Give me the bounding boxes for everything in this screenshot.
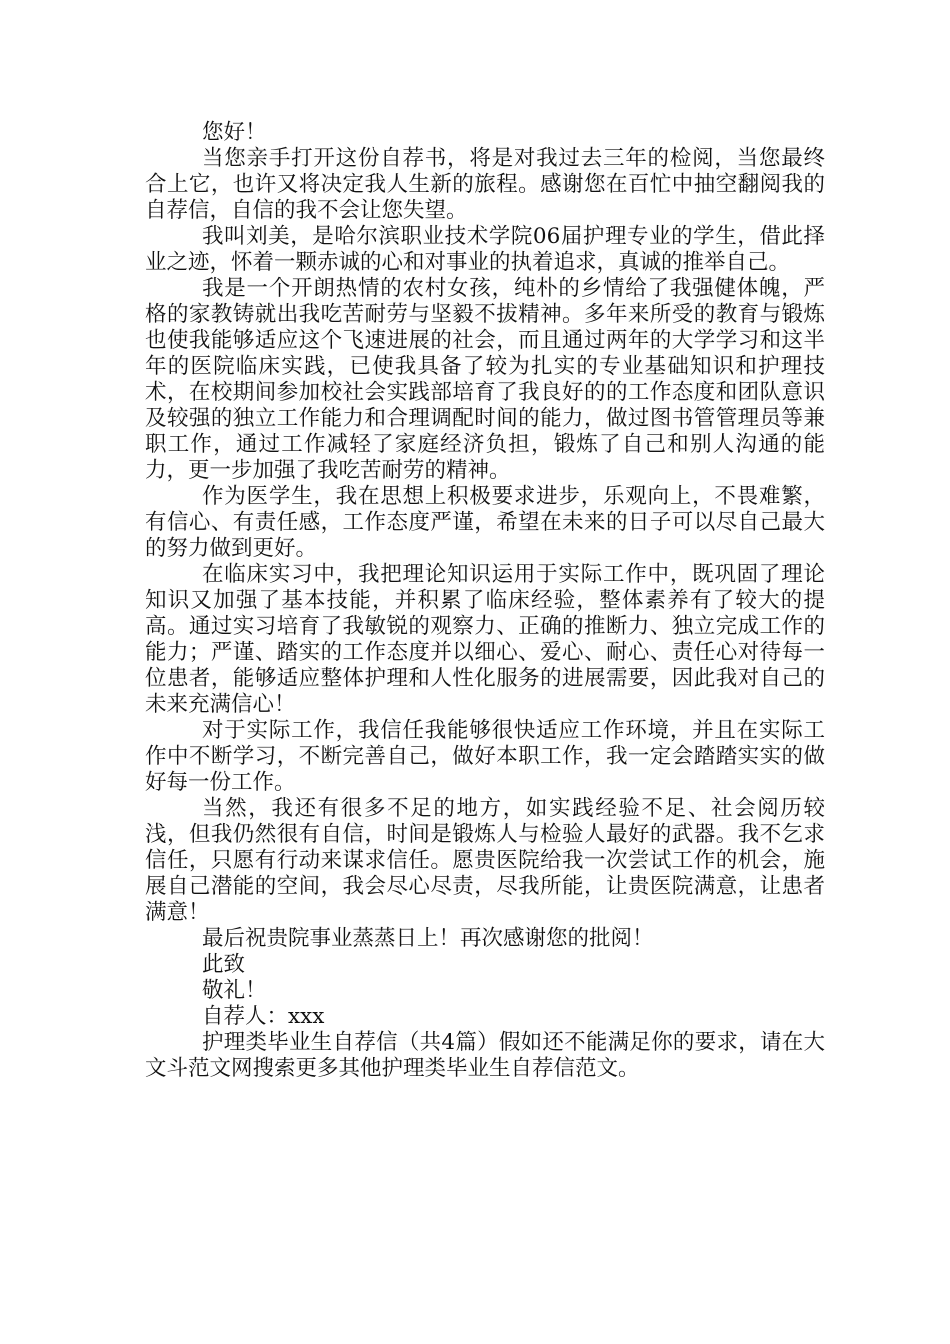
letter-body <box>145 120 825 1082</box>
greeting: 您好！ <box>202 120 267 145</box>
paragraph-internship: 在临床实习中，我把理论知识运用于实际工作中，既巩固了理论知识又加强了基本技能，并积累了临床经验，整体素养有了较大的提高。通过实习培育了我敏锐的观察力、正确的推断力、独立完成工作的能力；严谨、踏实的工作态度并以细心、爱心、耐心、责任心对待每一位患者，能够适应整体护理和人性化服务的进展需要，因此我对自己的未来充满信心！ <box>145 562 825 717</box>
closing-salutation: 此致 <box>202 952 246 977</box>
paragraph-shortcomings: 当然，我还有很多不足的地方，如实践经验不足、社会阅历较浅，但我仍然很有自信，时间是锻炼人与检验人最好的武器。我不乞求信任，只愿有行动来谋求信任。愿贵医院给我一次尝试工作的机会，施展自己潜能的空间，我会尽心尽责，尽我所能，让贵医院满意，让患者满意！ <box>145 796 825 925</box>
closing-wish: 最后祝贵院事业蒸蒸日上！再次感谢您的批阅！ <box>202 926 654 951</box>
closing-regards: 敬礼！ <box>202 978 267 1003</box>
paragraph-intro: 当您亲手打开这份自荐书，将是对我过去三年的检阅，当您最终合上它，也许又将决定我人生新的旅程。感谢您在百忙中抽空翻阅我的自荐信，自信的我不会让您失望。 <box>145 146 825 223</box>
footer-note: 护理类毕业生自荐信（共4篇）假如还不能满足你的要求，请在大文斗范文网搜索更多其他护理类毕业生自荐信范文。 <box>145 1030 825 1081</box>
signature: 自荐人：xxx <box>202 1004 325 1029</box>
paragraph-self-introduction: 我叫刘美，是哈尔滨职业技术学院06届护理专业的学生，借此择业之迹，怀着一颗赤诚的心和对事业的执着追求，真诚的推举自己。 <box>145 224 825 275</box>
paragraph-attitude: 作为医学生，我在思想上积极要求进步，乐观向上，不畏难繁，有信心、有责任感，工作态度严谨，希望在未来的日子可以尽自己最大的努力做到更好。 <box>145 484 825 561</box>
paragraph-background: 我是一个开朗热情的农村女孩，纯朴的乡情给了我强健体魄，严格的家教铸就出我吃苦耐劳与坚毅不拔精神。多年来所受的教育与锻炼也使我能够适应这个飞速进展的社会，而且通过两年的大学学习和这半年的医院临床实践，已使我具备了较为扎实的专业基础知识和护理技术，在校期间参加校社会实践部培育了我良好的的工作态度和团队意识及较强的独立工作能力和合理调配时间的能力，做过图书管管理员等兼职工作，通过工作减轻了家庭经济负担，锻炼了自己和别人沟通的能力，更一步加强了我吃苦耐劳的精神。 <box>145 276 825 483</box>
paragraph-work: 对于实际工作，我信任我能够很快适应工作环境，并且在实际工作中不断学习，不断完善自己，做好本职工作，我一定会踏踏实实的做好每一份工作。 <box>145 718 825 795</box>
